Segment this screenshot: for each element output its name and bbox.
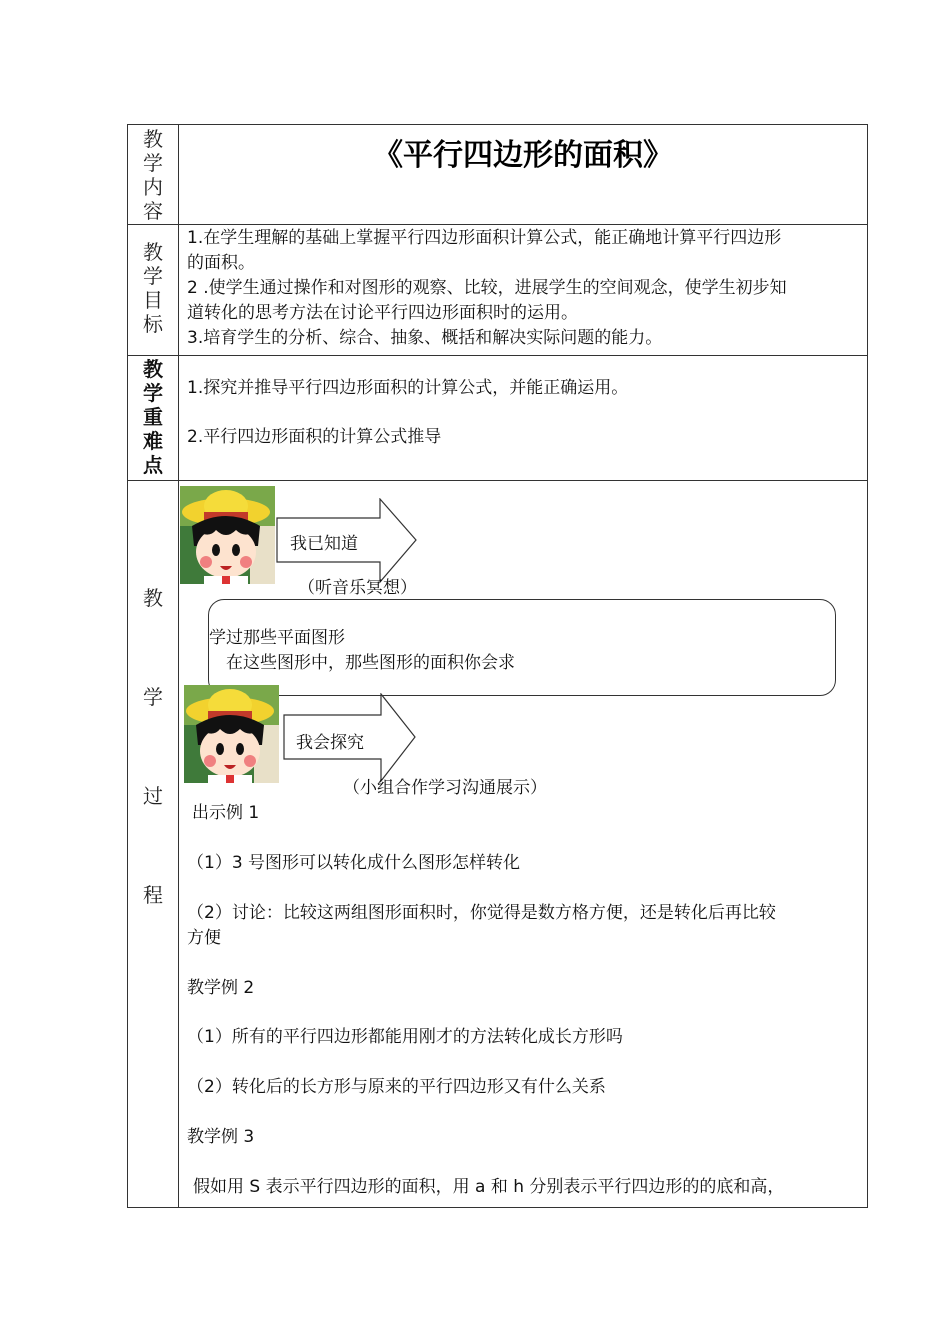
key-point-1: 1.探究并推导平行四边形面积的计算公式，并能正确运用。 [187,378,629,398]
label-char: 标 [143,312,163,336]
table-right-border [867,124,868,1208]
row-divider-2 [127,355,868,356]
label-char: 教 [143,357,163,381]
example-1-title: 出示例 1 [192,803,260,823]
label-char: 教 [143,127,163,151]
table-top-border [127,124,868,125]
label-teaching-goals [128,240,178,336]
arrow-label-known: 我已知道 [290,534,358,554]
example-1-question-2-line-2: 方便 [187,928,221,948]
example-2-title: 教学例 2 [187,978,255,998]
goal-2-line-1: 2 .使学生通过操作和对图形的观察、比较，进展学生的空间观念，使学生初步知 [187,278,787,298]
label-char: 教 [143,240,163,264]
example-2-question-1: （1）所有的平行四边形都能用刚才的方法转化成长方形吗 [187,1027,623,1047]
goal-2-line-2: 道转化的思考方法在讨论平行四边形面积时的运用。 [187,303,578,323]
example-3-text: 假如用 S 表示平行四边形的面积，用 a 和 h 分别表示平行四边形的的底和高， [193,1177,785,1197]
cartoon-girl-image [180,486,275,584]
label-char: 学 [143,264,163,288]
column-divider [178,124,179,1208]
label-char: 内 [143,175,163,199]
page-title: 《平行四边形的面积》 [373,138,673,173]
label-char: 难 [143,429,163,453]
label-char: 学 [143,381,163,405]
goal-1-line-1: 1.在学生理解的基础上掌握平行四边形面积计算公式，能正确地计算平行四边形 [187,228,782,248]
label-char: 重 [143,405,163,429]
goal-1-line-2: 的面积。 [187,253,255,273]
goal-3: 3.培育学生的分析、综合、抽象、概括和解决实际问题的能力。 [187,328,663,348]
key-point-2: 2.平行四边形面积的计算公式推导 [187,427,442,447]
label-process-char-2: 学 [143,685,163,709]
label-process-char-1: 教 [143,586,163,610]
callout-line-2: 在这些图形中，那些图形的面积你会求 [226,653,515,673]
label-char: 容 [143,199,163,223]
label-char: 目 [143,288,163,312]
label-char: 学 [143,151,163,175]
note-listen-music: （听音乐冥想） [298,578,417,598]
example-1-question-1: （1）3 号图形可以转化成什么图形怎样转化 [187,853,521,873]
example-1-question-2-line-1: （2）讨论：比较这两组图形面积时，你觉得是数方格方便，还是转化后再比较 [187,903,776,923]
example-2-question-2: （2）转化后的长方形与原来的平行四边形又有什么关系 [187,1077,606,1097]
label-key-difficult-points [128,357,178,477]
table-bottom-border [127,1207,868,1208]
label-process-char-4: 程 [143,883,163,907]
callout-line-1: 学过那些平面图形 [209,628,345,648]
arrow-label-explore: 我会探究 [296,733,364,753]
label-char: 点 [143,453,163,477]
example-3-title: 教学例 3 [187,1127,255,1147]
label-teaching-content [128,127,178,223]
row-divider-1 [127,224,868,225]
row-divider-3 [127,480,868,481]
label-process-char-3: 过 [143,784,163,808]
cartoon-girl-image [182,685,281,783]
note-group-work: （小组合作学习沟通展示） [343,778,547,798]
